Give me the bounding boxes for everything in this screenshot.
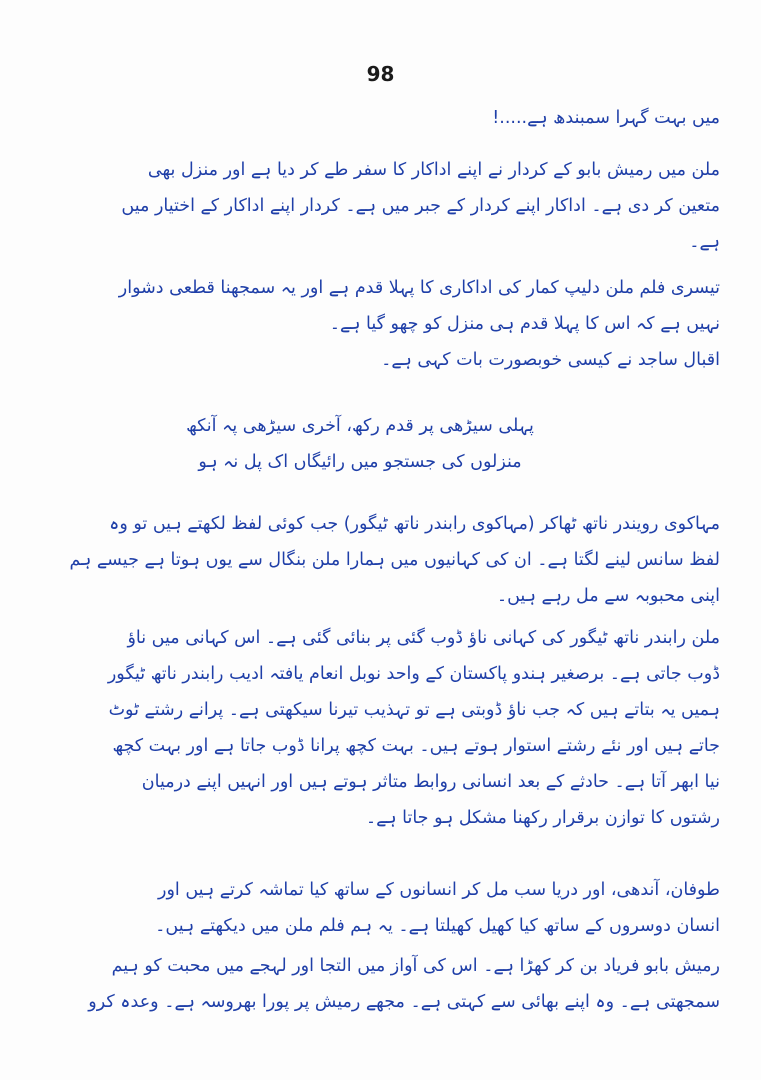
text-line: جاتے ہیں اور نئے رشتے استوار ہوتے ہیں۔ بہت کچھ پرانا ڈوب جاتا ہے اور بہت کچھ (112, 736, 720, 756)
paragraph-6 (40, 872, 720, 944)
text-line: ملن رابندر ناتھ ٹیگور کی کہانی ناؤ ڈوب گئی پر بنائی گئی ہے۔ اس کہانی میں ناؤ (127, 628, 720, 648)
paragraph-5 (40, 620, 720, 836)
text-line: میں بہت گہرا سمبندھ ہے.....! (492, 108, 720, 128)
text-line: تیسری فلم ملن دلیپ کمار کی اداکاری کا پہلا قدم ہے اور یہ سمجھنا قطعی دشوار (118, 278, 720, 298)
text-line: مہاکوی رویندر ناتھ ٹھاکر (مہاکوی رابندر ناتھ ٹیگور) جب کوئی لفظ لکھتے ہیں تو وہ (109, 514, 720, 534)
page-number: 98 (366, 62, 395, 86)
verse-couplet (120, 408, 600, 480)
text-line: اقبال ساجد نے کیسی خوبصورت بات کہی ہے۔ (381, 350, 720, 370)
paragraph-7 (40, 948, 720, 1020)
text-line: متعین کر دی ہے۔ اداکار اپنے کردار کے جبر میں ہے۔ کردار اپنے اداکار کے اختیار میں (121, 196, 720, 216)
text-line: انسان دوسروں کے ساتھ کیا کھیل کھیلتا ہے۔ یہ ہم فلم ملن میں دیکھتے ہیں۔ (155, 916, 720, 936)
text-line: رشتوں کا توازن برقرار رکھنا مشکل ہو جاتا ہے۔ (365, 808, 720, 828)
verse-line: پہلی سیڑھی پر قدم رکھ، آخری سیڑھی پہ آنکھ (186, 416, 534, 436)
text-line: ہمیں یہ بتاتے ہیں کہ جب ناؤ ڈوبتی ہے تو تہذیب تیرنا سیکھتی ہے۔ پرانے رشتے ٹوٹ (108, 700, 720, 720)
text-line: سمجھتی ہے۔ وہ اپنے بھائی سے کہتی ہے۔ مجھے رمیش پر پورا بھروسہ ہے۔ وعدہ کرو (88, 992, 720, 1012)
paragraph-2 (40, 152, 720, 260)
text-line: طوفان، آندھی، اور دریا سب مل کر انسانوں کے ساتھ کیا تماشہ کرتے ہیں اور (158, 880, 720, 900)
paragraph-1 (40, 100, 720, 136)
text-line: اپنی محبوبہ سے مل رہے ہیں۔ (496, 586, 720, 606)
text-line: ملن میں رمیش بابو کے کردار نے اپنے اداکار کا سفر طے کر دیا ہے اور منزل بھی (147, 160, 720, 180)
text-line: لفظ سانس لینے لگتا ہے۔ ان کی کہانیوں میں ہمارا ملن بنگال سے یوں ہوتا ہے جیسے ہم (69, 550, 720, 570)
text-line: ڈوب جاتی ہے۔ برصغیر ہندو پاکستان کے واحد نوبل انعام یافتہ ادیب رابندر ناتھ ٹیگور (107, 664, 720, 684)
paragraph-4 (40, 506, 720, 614)
text-line: رمیش بابو فریاد بن کر کھڑا ہے۔ اس کی آواز میں التجا اور لہجے میں محبت کو ہیم (111, 956, 720, 976)
paragraph-3 (40, 270, 720, 378)
text-line: ہے۔ (689, 232, 720, 252)
text-line: نیا ابھر آتا ہے۔ حادثے کے بعد انسانی روابط متاثر ہوتے ہیں اور انہیں اپنے درمیان (141, 772, 720, 792)
text-line: نہیں ہے کہ اس کا پہلا قدم ہی منزل کو چھو گیا ہے۔ (329, 314, 720, 334)
verse-line: منزلوں کی جستجو میں رائیگاں اک پل نہ ہو (198, 452, 522, 472)
